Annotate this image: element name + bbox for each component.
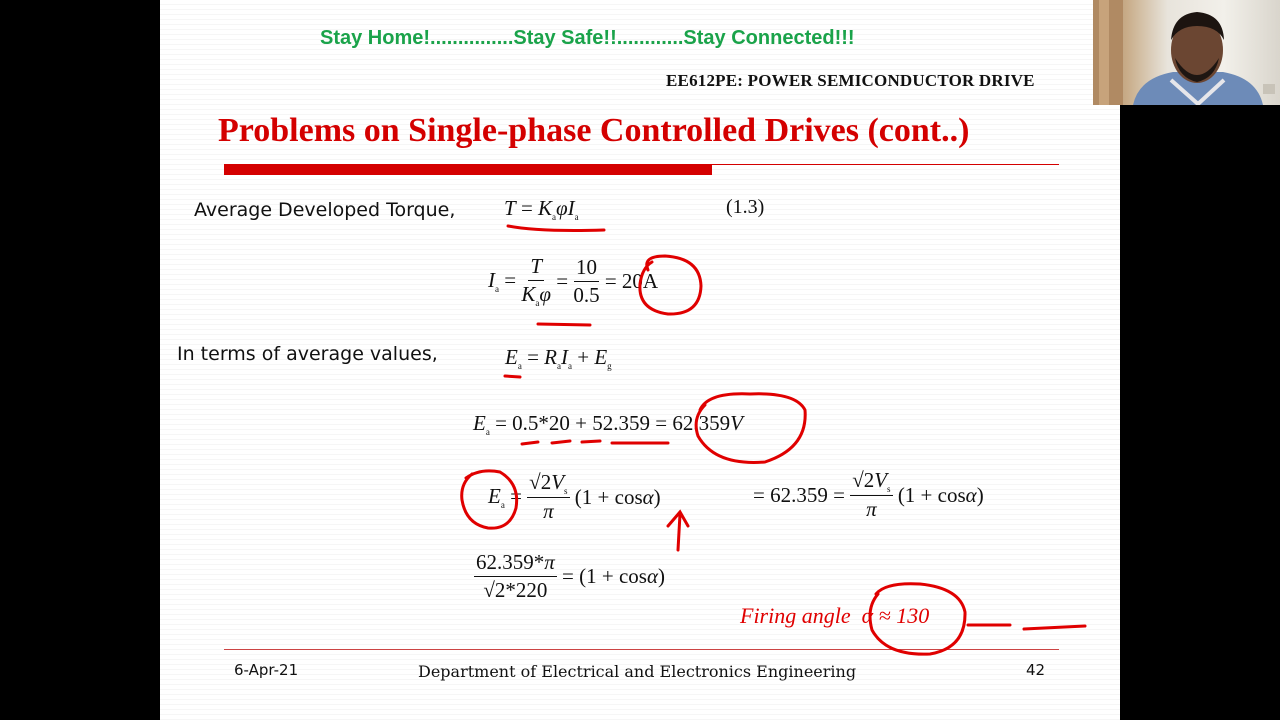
banner-text: Stay Home!...............Stay Safe!!............Stay Connected!!! [320,27,855,49]
torque-label: Average Developed Torque, [194,199,456,221]
calc-numerator-value: 62.359 [476,550,534,574]
torque-equation: $T = K_a\varphi I_a$ [504,196,579,222]
ea-formula: $E_a$ = $\frac{√2V_s}{\pi}$ (1 + cosα) [488,470,661,523]
kphi-underline [538,324,590,325]
firing-angle-note: Firing angle α ≈ 130 [740,603,930,628]
ea-result-circle [696,394,805,463]
arrow-up [668,512,688,550]
ea-substitution-value: 62.359 [770,482,828,507]
webcam-video [1093,0,1280,105]
ea-value-eg: 52.359 [592,411,651,435]
calc-denominator-value: 220 [515,578,548,602]
pen-annotations [160,0,1120,720]
firing-angle-value: 130 [896,603,930,628]
firing-angle-trailing-line [968,625,1085,629]
ea-value-ra: 0.5 [512,411,539,435]
equation-number: (1.3) [726,196,765,218]
armature-current-equation: $I_a$ = $\frac{T}{K_a\varphi}$ = $\frac{10}{0.5}$ = 20A [488,254,659,308]
firing-angle-label: Firing angle [740,603,851,628]
ea-values-underline-dashes [522,441,668,444]
ea-calculation: $E_a = 0.5*20 + 52.359 = 62.359V$ [473,411,743,437]
slide [160,0,1120,720]
armature-current-result: 20A [621,268,659,293]
ea-result: 62.359 [672,411,731,435]
voltage-equation: $E_a = R_aI_a + E_g$ [505,345,612,371]
firing-angle-circle [870,584,965,654]
course-header: EE612PE: POWER SEMICONDUCTOR DRIVE [666,71,1035,90]
torque-underline [508,226,604,231]
footer-date: 6-Apr-21 [234,661,299,679]
ea-underline [505,376,520,377]
cos-alpha-calculation: $\frac{62.359*\pi}{√2*220}$ = (1 + cosα) [476,550,665,602]
ea-symbol-circle [462,471,517,528]
slide-title: Problems on Single-phase Controlled Drives (cont..) [218,112,970,149]
average-values-label: In terms of average values, [177,343,438,365]
presenter-image [1093,0,1280,105]
footer-department: Department of Electrical and Electronics Engineering [418,662,857,681]
slide-number: 42 [1026,661,1046,679]
ea-substitution: = 62.359 = $\frac{√2V_s}{\pi}$ (1 + cosα) [753,468,984,521]
result-circle-20a [640,256,701,314]
ea-value-ia: 20 [548,411,570,435]
